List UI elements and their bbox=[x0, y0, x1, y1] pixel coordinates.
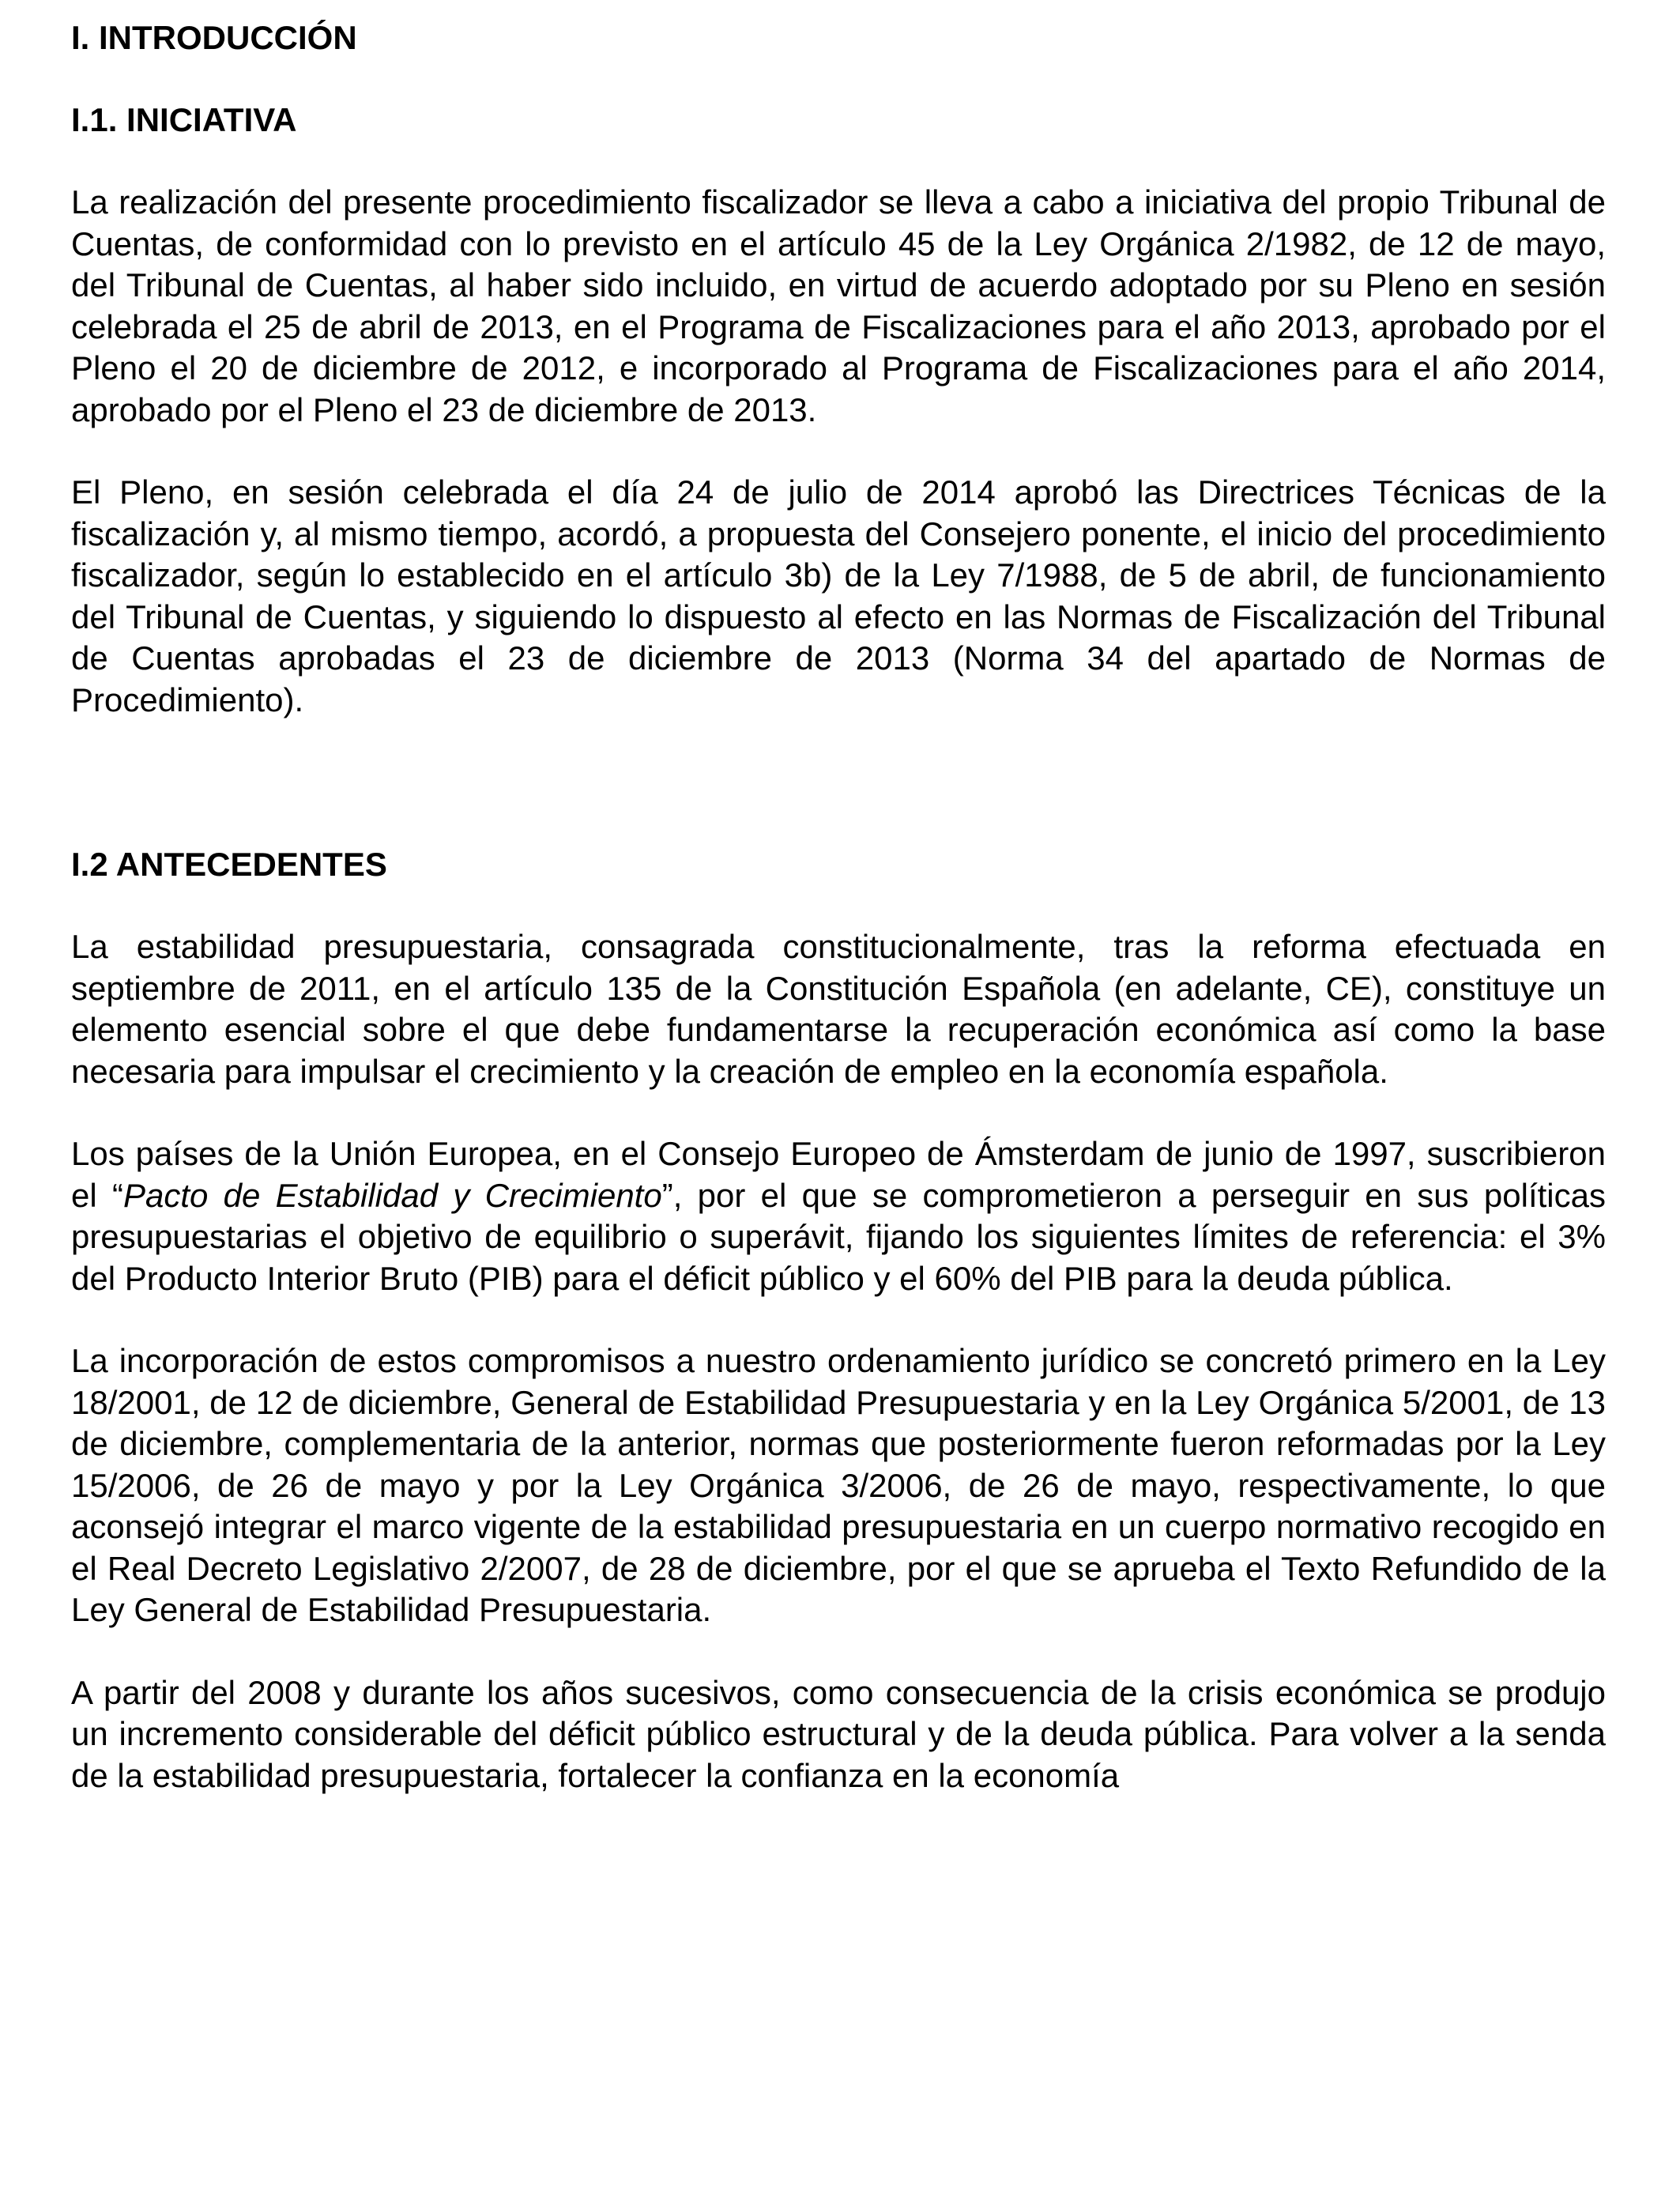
paragraph: El Pleno, en sesión celebrada el día 24 de julio de 2014 aprobó las Directrices Técnicas de la fiscalización y, al mismo tiempo, acordó, a propuesta del Consejero ponente, el inicio del procedimiento fiscalizador, según lo establecido en el artículo 3b) de la Ley 7/1988, de 5 de abril, de funcionamiento del Tribunal de Cuentas, y siguiendo lo dispuesto al efecto en las Normas de Fiscalización del Tribunal de Cuentas aprobadas el 23 de diciembre de 2013 (Norma 34 del apartado de Normas de Procedimiento). bbox=[71, 473, 1606, 718]
paragraph: La realización del presente procedimiento fiscalizador se lleva a cabo a iniciativa del propio Tribunal de Cuentas, de conformidad con lo previsto en el artículo 45 de la Ley Orgánica 2/1982, de 12 de mayo, del Tribunal de Cuentas, al haber sido incluido, en virtud de acuerdo adoptado por su Pleno en sesión celebrada el 25 de abril de 2013, en el Programa de Fiscalizaciones para el año 2013, aprobado por el Pleno el 20 de diciembre de 2012, e incorporado al Programa de Fiscalizaciones para el año 2014, aprobado por el Pleno el 23 de diciembre de 2013. bbox=[71, 183, 1606, 428]
paragraph: La incorporación de estos compromisos a nuestro ordenamiento jurídico se concretó primero en la Ley 18/2001, de 12 de diciembre, General de Estabilidad Presupuestaria y en la Ley Orgánica 5/2001, de 13 de diciembre, complementaria de la anterior, normas que posteriormente fueron reformadas por la Ley 15/2006, de 26 de mayo y por la Ley Orgánica 3/2006, de 26 de mayo, respectivamente, lo que aconsejó integrar el marco vigente de la estabilidad presupuestaria en un cuerpo normativo recogido en el Real Decreto Legislativo 2/2007, de 28 de diciembre, por el que se aprueba el Texto Refundido de la Ley General de Estabilidad Presupuestaria. bbox=[71, 1342, 1606, 1628]
subsection-title-antecedentes: I.2 ANTECEDENTES bbox=[71, 846, 387, 883]
section-title: I. INTRODUCCIÓN bbox=[71, 19, 357, 56]
paragraph: A partir del 2008 y durante los años sucesivos, como consecuencia de la crisis económica se produjo un incremento considerable del déficit público estructural y de la deuda pública. Para volver a la senda de la estabilidad presupuestaria, fortalecer la confianza en la economía bbox=[71, 1673, 1606, 1794]
pacto-title: Pacto de Estabilidad y Crecimiento bbox=[122, 1176, 662, 1214]
paragraph: La estabilidad presupuestaria, consagrada constitucionalmente, tras la reforma efectuada en septiembre de 2011, en el artículo 135 de la Constitución Española (en adelante, CE), constituye un elemento esencial sobre el que debe fundamentarse la recuperación económica así como la base necesaria para impulsar el crecimiento y la creación de empleo en la economía española. bbox=[71, 928, 1606, 1090]
subsection-title-iniciativa: I.1. INICIATIVA bbox=[71, 101, 297, 138]
paragraph-text: ”, por el que se comprometieron a perseguir en sus políticas presupuestarias el objetivo de equilibrio o superávit, fijando los siguientes límites de referencia: el 3% del Producto Interior Bruto (PIB) para el déficit público y el 60% del PIB para la deuda pública. bbox=[71, 1176, 1606, 1297]
paragraph-text: Los países de la Unión Europea, en el Consejo Europeo de Ámsterdam de junio de 1997, suscribieron el “ bbox=[71, 1135, 1606, 1214]
document-page bbox=[71, 17, 1606, 1838]
paragraph-pacto bbox=[71, 1133, 1606, 1299]
